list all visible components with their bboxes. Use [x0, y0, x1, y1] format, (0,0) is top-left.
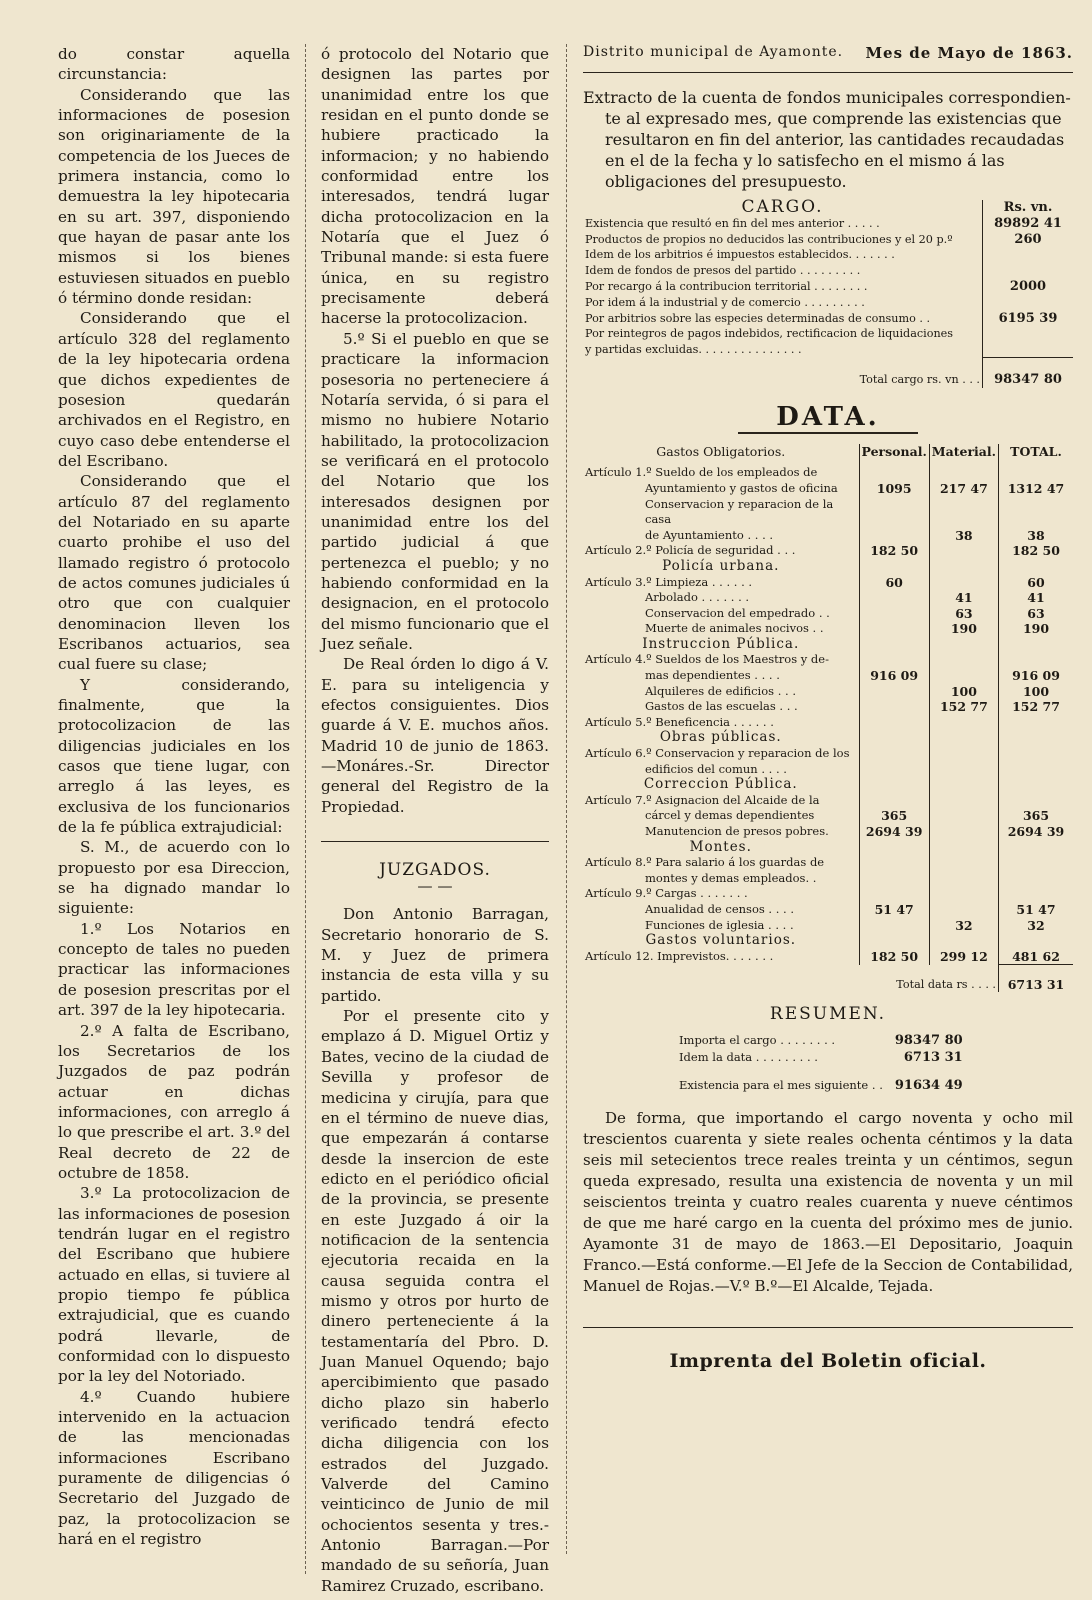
data-personal-value — [859, 855, 929, 871]
data-row-label: Muerte de animales nocivos . . — [645, 621, 824, 636]
data-row-label: Artículo 5.º Beneficencia . . . . . . — [585, 714, 774, 729]
data-total-value: 63 — [999, 606, 1074, 622]
data-personal-value — [859, 528, 929, 544]
section-divider — [321, 841, 549, 842]
column-divider-1 — [305, 44, 306, 1574]
section-heading-label: Policía urbana. — [662, 557, 780, 574]
data-row — [583, 684, 1073, 700]
royal-order-continuation — [321, 44, 549, 817]
data-material-value — [929, 855, 998, 871]
district-header: Distrito municipal de Ayamonte. — [583, 44, 844, 60]
data-total-value — [999, 652, 1074, 668]
paragraph: 3.º La protocolizacion de las informaciones de posesion tendrán lugar en el registro del Escribano que hubiere actuado en ellas, si tuviere al propio tiempo fe pública extrajudicial, que es cuando podrá llevarle, de conformidad con lo dispuesto por la ley del Notoriado. — [58, 1184, 290, 1386]
data-row — [583, 497, 1073, 528]
data-personal-value — [859, 590, 929, 606]
cargo-label: Por recargo á la contribucion territorial . . . . . . . . — [585, 279, 868, 293]
data-total-value — [999, 497, 1074, 528]
juzgados-edict — [321, 904, 549, 1596]
data-row — [583, 481, 1073, 497]
data-total-value: 6713 31 — [999, 965, 1074, 993]
resumen-table — [673, 1032, 969, 1094]
resumen-label: Importa el cargo . . . . . . . . — [679, 1033, 836, 1048]
cargo-row — [583, 216, 1073, 232]
resumen-row — [673, 1049, 969, 1066]
data-total-value: 51 47 — [999, 902, 1074, 918]
cargo-label: Por reintegros de pagos indebidos, rectificacion de liquidaciones — [585, 327, 954, 341]
extracto-rest: te al expresado mes, que comprende las existencias que resultaron en fin del anterior, las cantidades recaudadas en el de la fecha y lo satisfecho en el mismo á las obligaciones del presupuesto. — [605, 109, 1065, 191]
data-material-value: 63 — [929, 606, 998, 622]
empty-cell — [859, 730, 929, 746]
data-total-value — [999, 871, 1074, 887]
data-material-value — [929, 902, 998, 918]
data-row-label: Funciones de iglesia . . . . — [645, 917, 794, 932]
imprenta-line: Imprenta del Boletin oficial. — [669, 1350, 987, 1373]
data-header-total: TOTAL. — [999, 444, 1074, 466]
data-row-label: Artículo 7.º Asignacion del Alcaide de la — [585, 792, 820, 807]
data-material-value — [929, 871, 998, 887]
cargo-row — [583, 247, 1073, 263]
cargo-value — [983, 295, 1074, 311]
resumen-row — [673, 1032, 969, 1049]
data-section-heading — [583, 840, 1073, 856]
data-row-label: Manutencion de presos pobres. — [645, 824, 829, 839]
resumen-value: 6713 31 — [903, 1050, 963, 1066]
data-total-value: 32 — [999, 918, 1074, 934]
header-rule — [583, 72, 1073, 73]
data-row — [583, 715, 1073, 731]
resumen-label: Existencia para el mes siguiente . . — [679, 1078, 883, 1093]
data-total-value — [999, 855, 1074, 871]
month-header: Mes de Mayo de 1863. — [865, 44, 1073, 62]
data-row-label: Artículo 6.º Conservacion y reparacion de los — [585, 746, 850, 761]
column-2 — [321, 44, 549, 1596]
data-material-value: 190 — [929, 621, 998, 637]
data-material-value — [929, 762, 998, 778]
data-row — [583, 762, 1073, 778]
data-row-label: Ayuntamiento y gastos de oficina — [645, 480, 838, 495]
empty-cell — [999, 777, 1074, 793]
cargo-row — [583, 263, 1073, 279]
cargo-table — [583, 197, 1073, 388]
data-row — [583, 575, 1073, 591]
empty-cell — [859, 637, 929, 653]
empty-cell — [999, 730, 1074, 746]
paragraph: Considerando que el artículo 328 del reglamento de la ley hipotecaria ordena que dichos expedientes de posesion quedarán archivados en el Registro, en cuyo caso debe entenderse el del Escribano. — [58, 309, 290, 470]
data-material-value — [929, 808, 998, 824]
cargo-value — [983, 342, 1074, 358]
data-personal-value: 2694 39 — [859, 824, 929, 840]
cargo-row — [583, 279, 1073, 295]
resumen-value: 98347 80 — [894, 1033, 963, 1049]
data-row — [583, 886, 1073, 902]
empty-cell — [859, 840, 929, 856]
data-personal-value: 182 50 — [859, 543, 929, 559]
data-personal-value — [859, 497, 929, 528]
data-header-personal: Personal. — [859, 444, 929, 466]
data-row — [583, 699, 1073, 715]
juzgados-heading: JUZGADOS. — [379, 860, 491, 881]
paragraph: ó protocolo del Notario que designen las partes por unanimidad entre los que residan en el punto donde se hubiere practicado la informacion; y no habiendo conformidad entre los interesados, tendrá lugar dicha protocolizacion en la Notaría que el Juez ó Tribunal mande: si esta fuere única, en su registro precisamente deberá hacerse la protocolizacion. — [321, 45, 549, 328]
data-total-label: Total data rs . . . . — [896, 977, 996, 991]
column-divider-2 — [566, 44, 567, 1554]
data-total-value: 38 — [999, 528, 1074, 544]
empty-cell — [929, 559, 998, 575]
data-row — [583, 746, 1073, 762]
paragraph: do constar aquella circunstancia: — [58, 45, 290, 84]
cargo-value — [983, 263, 1074, 279]
data-material-value: 41 — [929, 590, 998, 606]
data-row — [583, 590, 1073, 606]
resumen-value: 91634 49 — [894, 1078, 963, 1094]
data-total-value: 2694 39 — [999, 824, 1074, 840]
data-personal-value — [859, 918, 929, 934]
data-title-underline — [738, 432, 918, 434]
data-material-value — [929, 543, 998, 559]
cargo-row — [583, 326, 1073, 342]
data-row — [583, 793, 1073, 809]
data-personal-value — [859, 871, 929, 887]
data-row-label: Conservacion y reparacion de la casa — [645, 496, 834, 527]
page-header — [583, 44, 1073, 62]
data-material-value: 32 — [929, 918, 998, 934]
section-heading-label: Montes. — [689, 838, 752, 855]
data-section-heading — [583, 637, 1073, 653]
data-row — [583, 528, 1073, 544]
data-material-value — [929, 497, 998, 528]
data-row — [583, 824, 1073, 840]
section-heading-label: Correccion Pública. — [643, 776, 798, 793]
data-total-value — [999, 793, 1074, 809]
cargo-value — [983, 247, 1074, 263]
paragraph: Considerando que el artículo 87 del reglamento del Notariado en su aparte cuarto prohibe el uso del llamado registro ó protocolo de actos comunes judiciales ú otro que con cualquier denominacion lleven los Escribanos actuarios, sea cual fuere su clase; — [58, 472, 290, 674]
cargo-total-row — [583, 358, 1073, 388]
data-header-row — [583, 444, 1073, 466]
data-personal-value — [859, 793, 929, 809]
cargo-row — [583, 311, 1073, 327]
cargo-total-label: Total cargo rs. vn . . . — [859, 372, 980, 386]
edict-paragraph: Don Antonio Barragan, Secretario honorario de S. M. y Juez de primera instancia de esta villa y su partido. — [321, 905, 549, 1005]
data-personal-value — [859, 886, 929, 902]
empty-cell — [859, 933, 929, 949]
cargo-value: 6195 39 — [983, 311, 1074, 327]
data-row — [583, 652, 1073, 668]
data-material-value — [929, 465, 998, 481]
cargo-row — [583, 295, 1073, 311]
data-row-label: Artículo 1.º Sueldo de los empleados de — [585, 465, 818, 480]
data-total-value — [999, 715, 1074, 731]
data-row-label: Anualidad de censos . . . . — [645, 901, 795, 916]
cargo-label: Productos de propios no deducidos las contribuciones y el 20 p.º — [585, 232, 953, 246]
data-header-concept: Gastos Obligatorios. — [656, 443, 786, 459]
data-section-heading — [583, 933, 1073, 949]
data-material-value — [929, 715, 998, 731]
extracto-text — [583, 87, 1073, 192]
data-personal-value: 60 — [859, 575, 929, 591]
cargo-label: y partidas excluidas. . . . . . . . . . . . . . . — [585, 343, 802, 357]
data-total-value: 1312 47 — [999, 481, 1074, 497]
cargo-value — [983, 326, 1074, 342]
data-personal-value — [859, 746, 929, 762]
empty-cell — [859, 559, 929, 575]
paragraph: 4.º Cuando hubiere intervenido en la actuacion de las mencionadas informaciones Escribano puramente de diligencias ó Secretario del Juzgado de paz, la protocolizacion se hará en el registro — [58, 1387, 290, 1549]
data-total-value: 481 62 — [999, 949, 1074, 965]
empty-cell — [999, 559, 1074, 575]
empty-cell — [929, 730, 998, 746]
data-row — [583, 871, 1073, 887]
extracto-first-line: Extracto de la cuenta de fondos municipales correspondien- — [583, 88, 1071, 107]
empty-cell — [929, 637, 998, 653]
data-row-label: Arbolado . . . . . . . — [645, 590, 750, 605]
data-total-value — [999, 746, 1074, 762]
resumen-row — [673, 1066, 969, 1094]
data-row-label: montes y demas empleados. . — [645, 870, 817, 885]
data-total-value — [999, 886, 1074, 902]
paragraph: 1.º Los Notarios en concepto de tales no pueden practicar las informaciones de posesion prescritas por el art. 397 de la ley hipotecaria. — [58, 919, 290, 1020]
data-material-value — [929, 652, 998, 668]
cargo-title: CARGO. — [741, 197, 824, 217]
section-heading-label: Instruccion Pública. — [642, 635, 800, 652]
closing-paragraph: De forma, que importando el cargo noventa y ocho mil trescientos cuarenta y siete reales ochenta céntimos y la data seis mil setecientos trece reales treinta y un céntimos, segun queda expresado, resulta una existencia de noventa y un mil seiscientos treinta y cuatro reales cuarenta y nueve céntimos de que me haré cargo en la cuenta del próximo mes de junio. Ayamonte 31 de mayo de 1863.—El Depositario, Joaquin Franco.—Está conforme.—El Jefe de la Seccion de Contabilidad, Manuel de Rojas.—V.º B.º—El Alcalde, Tejada. — [583, 1109, 1073, 1296]
empty-cell — [999, 933, 1074, 949]
data-personal-value — [859, 621, 929, 637]
empty-cell — [999, 637, 1074, 653]
paragraph: Y considerando, finalmente, que la protocolizacion de las diligencias judiciales en los casos que tiene lugar, con arreglo á las leyes, es exclusiva de los funcionarios de la fe pública extrajudicial: — [58, 675, 290, 837]
data-row — [583, 606, 1073, 622]
edict-paragraph: Por el presente cito y emplazo á D. Miguel Ortiz y Bates, vecino de la ciudad de Sevilla y profesor de medicina y cirujía, para que en el término de nueve dias, que empezarán á contarse desde la insercion de este edicto en el periódico oficial de la provincia, se presente en este Juzgado á oir la notificacion de la sentencia ejecutoria recaida en la causa seguida contra el mismo y otros por hurto de dinero perteneciente á la testamentaría del Pbro. D. Juan Manuel Oquendo; bajo apercibimiento que pasado dicho plazo sin haberlo verificado tendrá efecto dicha diligencia con los estrados del Juzgado. Valverde del Camino veinticinco de Junio de mil ochocientos sesenta y tres.-Antonio Barragan.—Por mandado de su señoría, Juan Ramirez Cruzado, escribano. — [321, 1007, 549, 1595]
data-row-label: Gastos de las escuelas . . . — [645, 699, 798, 714]
data-row-label: Artículo 9.º Cargas . . . . . . . — [585, 886, 748, 901]
rs-vn-header: Rs. vn. — [983, 200, 1074, 216]
data-personal-value — [859, 684, 929, 700]
cargo-label: Existencia que resultó en fin del mes anterior . . . . . — [585, 216, 880, 230]
data-row-label: edificios del comun . . . . — [645, 761, 787, 776]
cargo-label: Por arbitrios sobre las especies determinadas de consumo . . — [585, 311, 931, 325]
cargo-row — [583, 232, 1073, 248]
data-personal-value: 365 — [859, 808, 929, 824]
data-table — [583, 444, 1073, 993]
data-material-value: 299 12 — [929, 949, 998, 965]
data-total-value: 182 50 — [999, 543, 1074, 559]
data-row — [583, 902, 1073, 918]
resumen-label: Idem la data . . . . . . . . . — [679, 1050, 818, 1065]
data-personal-value — [859, 762, 929, 778]
data-row-label: Artículo 4.º Sueldos de los Maestros y de- — [585, 652, 829, 667]
section-heading-label: Gastos voluntarios. — [645, 932, 797, 949]
empty-cell — [929, 777, 998, 793]
resumen-title: RESUMEN. — [769, 1004, 887, 1025]
data-personal-value — [859, 699, 929, 715]
data-row-label: Alquileres de edificios . . . — [645, 683, 796, 698]
data-personal-value: 1095 — [859, 481, 929, 497]
cargo-value: 260 — [983, 232, 1074, 248]
data-title: DATA. — [776, 401, 880, 432]
data-total-value: 152 77 — [999, 699, 1074, 715]
column-3-accounts — [583, 44, 1073, 1372]
paragraph: De Real órden lo digo á V. E. para su inteligencia y efectos consiguientes. Dios guarde á V. E. muchos años. Madrid 10 de junio de 1863. —Monáres.-Sr. Director general del Registro de la Propiedad. — [321, 655, 549, 816]
data-total-value: 41 — [999, 590, 1074, 606]
data-row-label: de Ayuntamiento . . . . — [645, 527, 774, 542]
empty-cell — [859, 777, 929, 793]
paragraph: Considerando que las informaciones de posesion son originariamente de la competencia de los Jueces de primera instancia, como lo demuestra la ley hipotecaria en su art. 397, disponiendo que hayan de pasar ante los mismos si los bienes estuviesen situados en pueblo ó término donde residan: — [58, 85, 290, 308]
data-material-value: 38 — [929, 528, 998, 544]
data-row — [583, 949, 1073, 965]
data-material-value — [929, 824, 998, 840]
juzgados-dashes: — — — [417, 877, 453, 896]
data-row-label: Artículo 2.º Policía de seguridad . . . — [585, 543, 796, 558]
data-row — [583, 543, 1073, 559]
data-material-value — [929, 575, 998, 591]
data-material-value — [929, 746, 998, 762]
data-total-value — [999, 762, 1074, 778]
data-row — [583, 668, 1073, 684]
section-heading-label: Obras públicas. — [659, 729, 782, 746]
data-row — [583, 808, 1073, 824]
data-row — [583, 855, 1073, 871]
data-personal-value — [859, 465, 929, 481]
data-row — [583, 621, 1073, 637]
cargo-label: Idem de los arbitrios é impuestos establecidos. . . . . . . — [585, 248, 895, 262]
data-total-value: 60 — [999, 575, 1074, 591]
data-row-label: Artículo 12. Imprevistos. . . . . . . — [585, 949, 774, 964]
data-material-value: 152 77 — [929, 699, 998, 715]
data-row-label: cárcel y demas dependientes — [645, 808, 815, 823]
imprenta-rule — [583, 1327, 1073, 1328]
data-material-value — [929, 793, 998, 809]
data-personal-value — [859, 606, 929, 622]
data-material-value — [929, 668, 998, 684]
data-personal-value — [859, 715, 929, 731]
data-total-value — [999, 465, 1074, 481]
data-total-value: 916 09 — [999, 668, 1074, 684]
data-total-value: 100 — [999, 684, 1074, 700]
data-header-material: Material. — [929, 444, 998, 466]
data-personal-value: 916 09 — [859, 668, 929, 684]
data-personal-value: 182 50 — [859, 949, 929, 965]
data-row-label: Artículo 8.º Para salario á los guardas de — [585, 855, 825, 870]
data-material-value — [929, 886, 998, 902]
cargo-header-row — [583, 200, 1073, 216]
data-material-value: 217 47 — [929, 481, 998, 497]
empty-cell — [999, 840, 1074, 856]
paragraph: S. M., de acuerdo con lo propuesto por esa Direccion, se ha dignado mandar lo siguiente: — [58, 838, 290, 918]
data-total-value: 190 — [999, 621, 1074, 637]
column-1 — [58, 44, 290, 1549]
data-total-value: 365 — [999, 808, 1074, 824]
data-total-row — [583, 965, 1073, 993]
data-section-heading — [583, 730, 1073, 746]
data-row-label: Artículo 3.º Limpieza . . . . . . — [585, 574, 753, 589]
cargo-value: 2000 — [983, 279, 1074, 295]
empty-cell — [929, 933, 998, 949]
data-row-label: Conservacion del empedrado . . — [645, 605, 830, 620]
data-section-heading — [583, 559, 1073, 575]
paragraph: 5.º Si el pueblo en que se practicare la informacion posesoria no perteneciere á Notaría servida, ó si para el mismo no hubiere Notario habilitado, la protocolizacion se verificará en el protocolo del Notario que los interesados designen por unanimidad entre los del partido judicial á que pertenezca el pueblo; y no habiendo conformidad en la designacion, en el protocolo del mismo funcionario que el Juez señale. — [321, 329, 549, 653]
paragraph: 2.º A falta de Escribano, los Secretarios de los Juzgados de paz podrán actuar en dichas informaciones, con arreglo á lo que prescribe el art. 3.º del Real decreto de 22 de octubre de 1858. — [58, 1021, 290, 1182]
data-material-value: 100 — [929, 684, 998, 700]
cargo-label: Idem de fondos de presos del partido . . . . . . . . . — [585, 264, 861, 278]
cargo-label: Por idem á la industrial y de comercio . . . . . . . . . — [585, 295, 865, 309]
data-section-heading — [583, 777, 1073, 793]
data-row — [583, 918, 1073, 934]
data-personal-value: 51 47 — [859, 902, 929, 918]
cargo-total-value: 98347 80 — [983, 358, 1074, 388]
data-personal-value — [859, 652, 929, 668]
data-row — [583, 465, 1073, 481]
cargo-value: 89892 41 — [983, 216, 1074, 232]
data-row-label: mas dependientes . . . . — [645, 668, 780, 683]
empty-cell — [929, 840, 998, 856]
cargo-row — [583, 342, 1073, 358]
